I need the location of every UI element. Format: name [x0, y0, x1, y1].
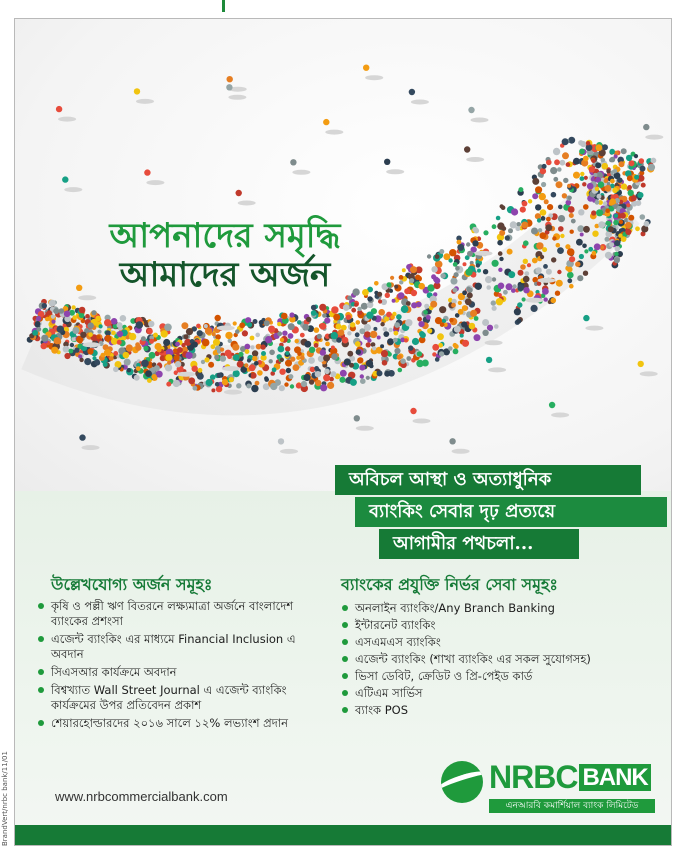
advertisement [14, 18, 672, 846]
tagline-2: ব্যাংকিং সেবার দৃঢ় প্রত্যয়ে [355, 497, 667, 527]
list-item: এসএমএস ব্যাংকিং [341, 635, 661, 650]
tagline-3: আগামীর পথচলা... [379, 529, 579, 559]
list-item: অনলাইন ব্যাংকিং/Any Branch Banking [341, 601, 661, 616]
bullet-icon [38, 720, 44, 726]
list-item: কৃষি ও পল্লী ঋণ বিতরনে লক্ষ্যমাত্রা অর্জনে বাংলাদেশ ব্যাংকের প্রশংসা [37, 599, 327, 629]
achievements-list [37, 599, 327, 734]
headline-line-1: আপনাদের সমৃদ্ধি [109, 216, 341, 256]
list-item: ভিসা ডেবিট, ক্রেডিট ও প্রি-পেইড কার্ড [341, 669, 661, 684]
bullet-icon [342, 673, 348, 679]
bullet-icon [342, 639, 348, 645]
bullet-icon [342, 622, 348, 628]
side-code: BrandVert/nrbc bank/11/01 [1, 751, 9, 846]
bullet-icon [342, 605, 348, 611]
services-title: ব্যাংকের প্রযুক্তি নির্ভর সেবা সমূহঃ [341, 575, 558, 594]
bullet-icon [342, 656, 348, 662]
list-item: ইন্টারনেট ব্যাংকিং [341, 618, 661, 633]
list-item: এজেন্ট ব্যাংকিং এর মাধ্যমে Financial Inclusion এ অবদান [37, 632, 327, 662]
headline-line-2: আমাদের অর্জন [119, 255, 331, 296]
headline [75, 217, 375, 295]
list-item: সিএসআর কার্যক্রমে অবদান [37, 665, 327, 680]
bullet-icon [38, 636, 44, 642]
footer-bar [15, 825, 672, 846]
list-item: শেয়ারহোল্ডারদের ২০১৬ সালে ১২% লভ্যাংশ প্রদান [37, 716, 327, 731]
top-newspaper-strip [0, 0, 684, 12]
logo-wordmark: NRBC BANK [489, 759, 651, 796]
logo-globe-icon [441, 761, 483, 803]
list-item: বিশ্বখ্যাত Wall Street Journal এ এজেন্ট ব্যাংকিং কার্যক্রমের উপর প্রতিবেদন প্রকাশ [37, 683, 327, 713]
bullet-icon [342, 707, 348, 713]
list-item: এজেন্ট ব্যাংকিং (শাখা ব্যাংকিং এর সকল সুযোগসহ) [341, 652, 661, 667]
services-list [341, 601, 661, 720]
website-link[interactable]: www.nrbcommercialbank.com [55, 789, 228, 804]
bullet-icon [38, 669, 44, 675]
bullet-icon [38, 603, 44, 609]
logo-subtitle: এনআরবি কমার্শিয়াল ব্যাংক লিমিটেড [489, 799, 655, 813]
bullet-icon [38, 687, 44, 693]
tagline-1: অবিচল আস্থা ও অত্যাধুনিক [335, 465, 641, 495]
top-strip-divider [222, 0, 225, 12]
list-item: ব্যাংক POS [341, 703, 661, 718]
bullet-icon [342, 690, 348, 696]
achievements-title: উল্লেখযোগ্য অর্জন সমূহঃ [51, 575, 213, 594]
nrbc-bank-logo [441, 757, 655, 813]
list-item: এটিএম সার্ভিস [341, 686, 661, 701]
